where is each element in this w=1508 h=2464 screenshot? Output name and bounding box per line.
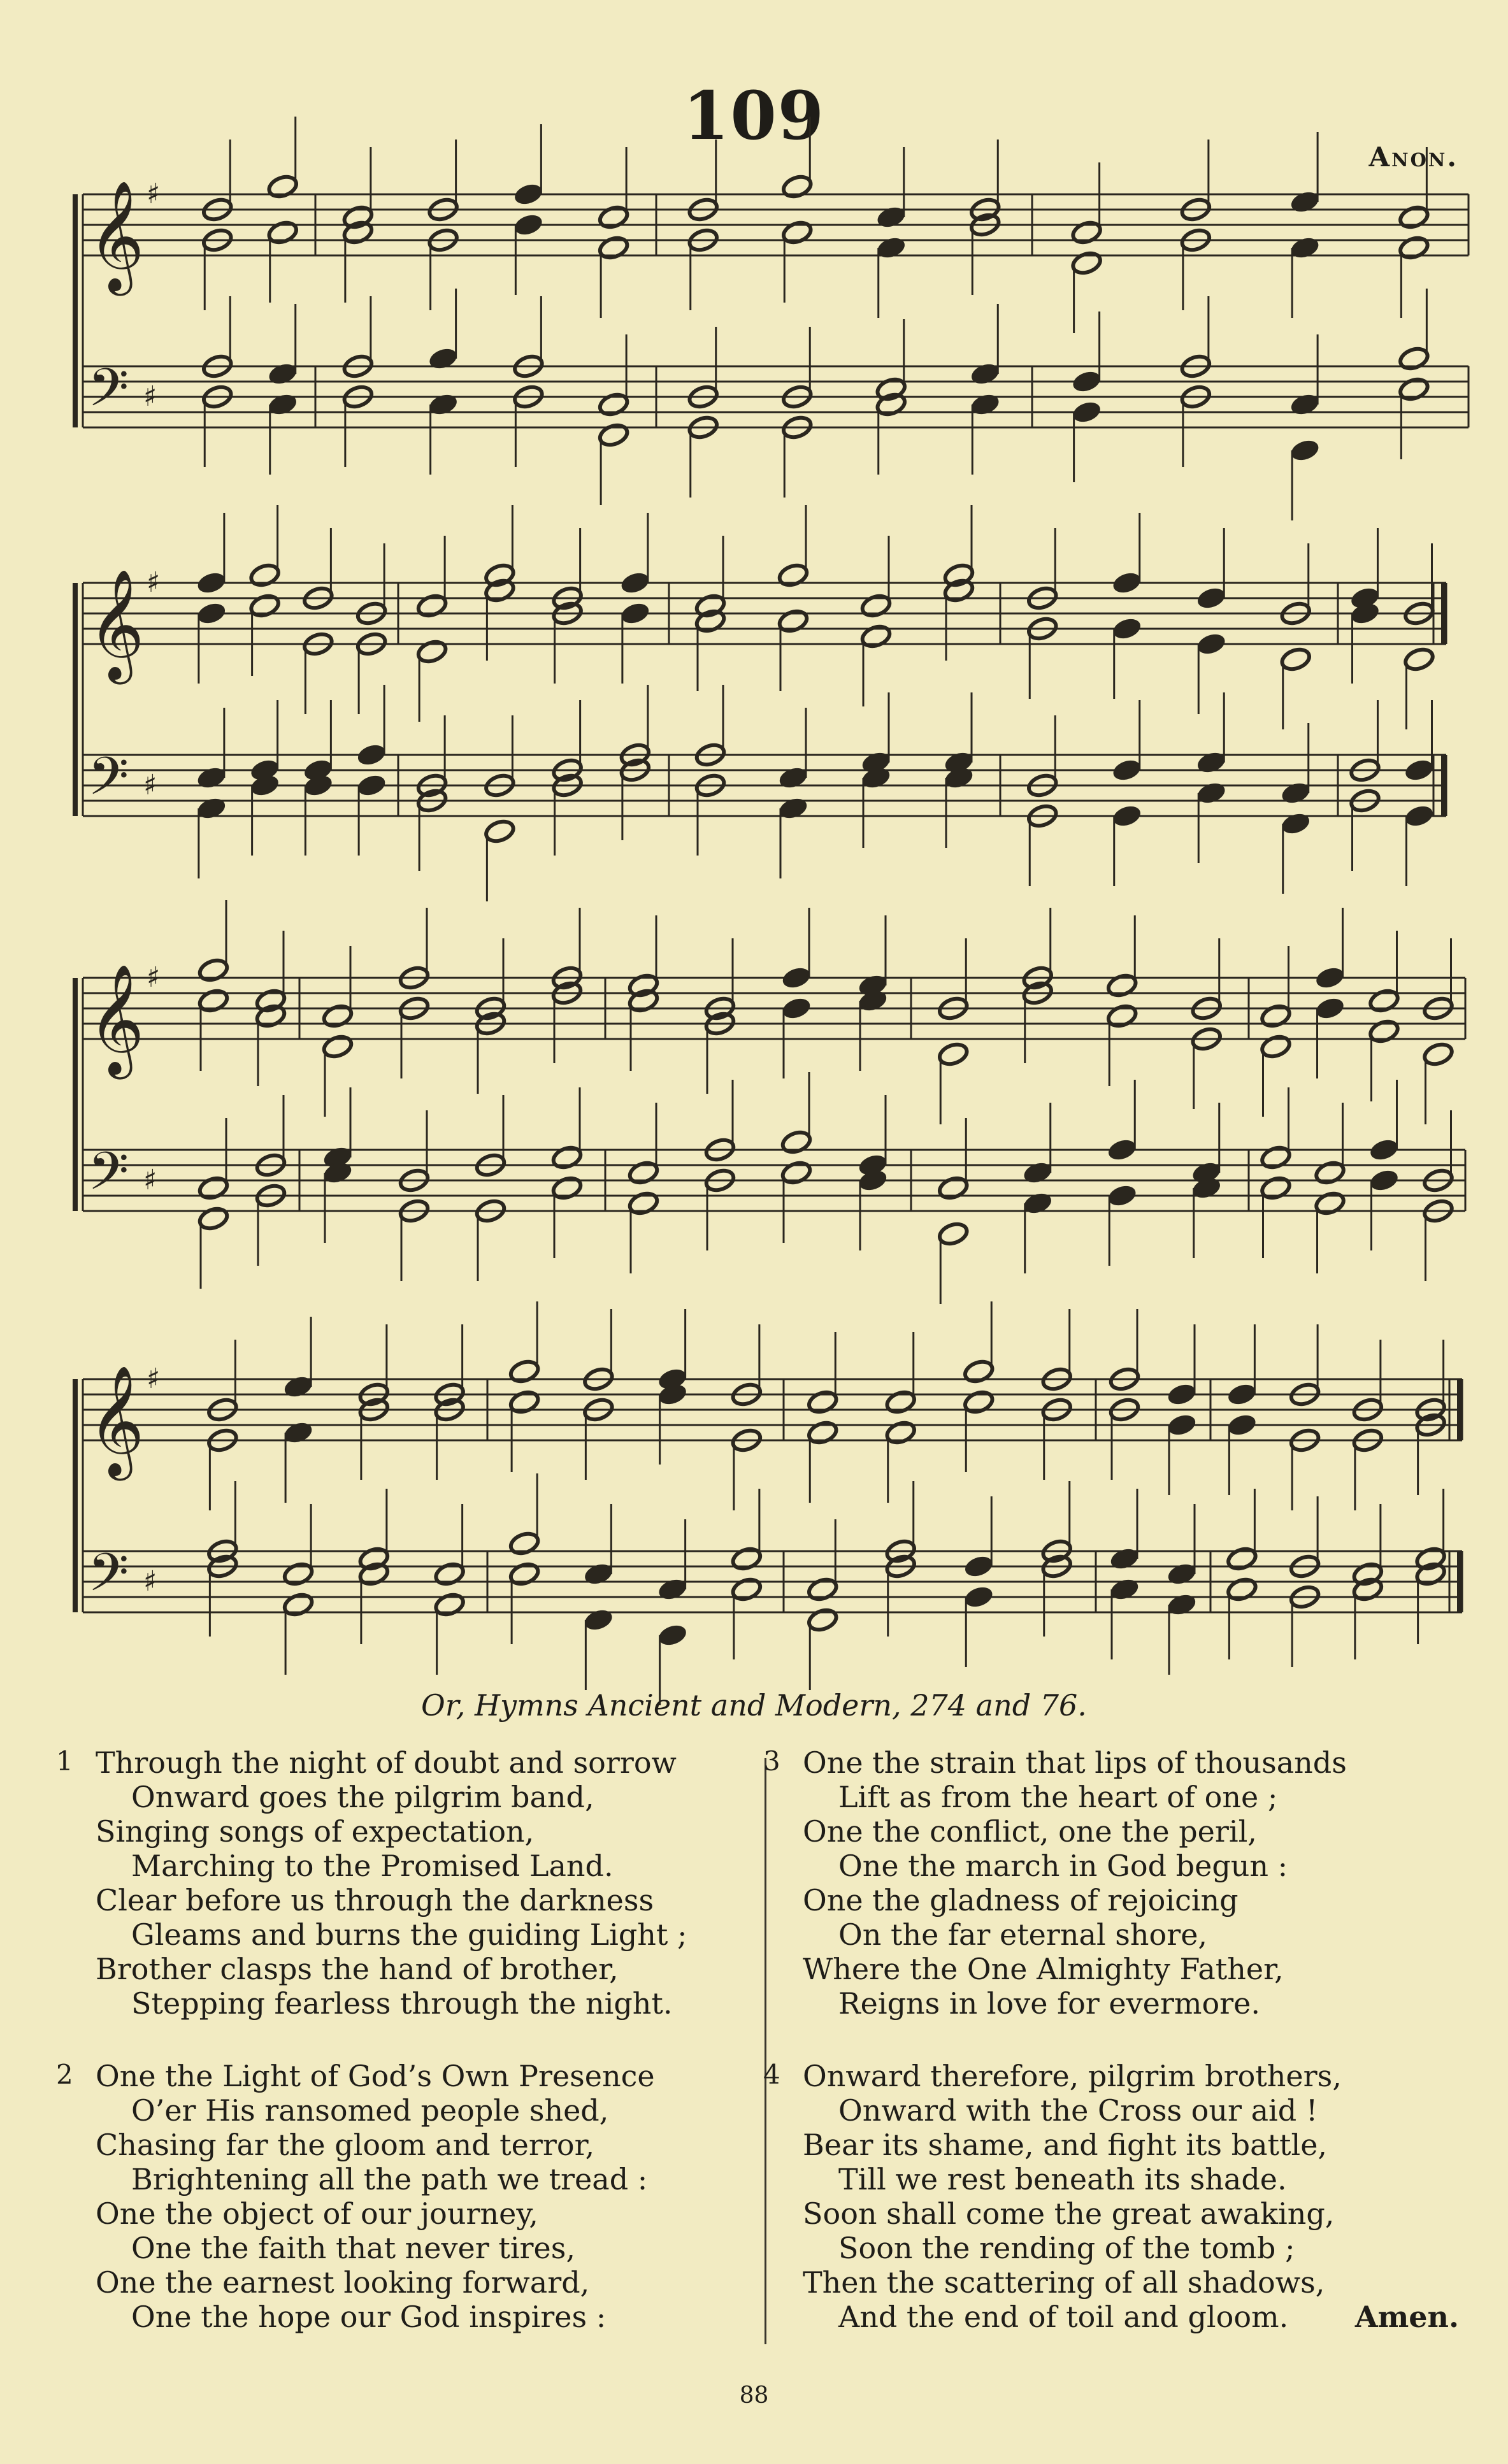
notehead-icon: [1195, 749, 1228, 775]
final-barline: [1457, 1379, 1462, 1440]
verse-line: One the Light of God’s Own Presence: [96, 2059, 655, 2093]
notehead-icon: [777, 764, 810, 791]
notehead-icon: [1314, 964, 1346, 991]
treble-clef-icon: 𝄞: [88, 1365, 145, 1476]
notehead-icon: [1398, 345, 1430, 371]
notehead-icon: [777, 608, 810, 634]
verse-line: O’er His ransomed people shed,: [131, 2093, 609, 2128]
notehead-icon: [1226, 1412, 1258, 1438]
notehead-icon: [1110, 803, 1143, 829]
notehead-icon: [1398, 376, 1430, 402]
notehead-icon: [266, 361, 299, 387]
notehead-icon: [1109, 1545, 1141, 1572]
notehead-icon: [322, 1003, 354, 1029]
notehead-icon: [1279, 810, 1312, 836]
notehead-icon: [781, 219, 814, 245]
notehead-icon: [416, 638, 449, 664]
bass-clef-icon: 𝄢: [88, 1542, 129, 1616]
notehead-icon: [1166, 1381, 1198, 1407]
notehead-icon: [1289, 437, 1321, 463]
notehead-icon: [1314, 995, 1346, 1021]
notehead-icon: [1398, 204, 1430, 230]
verse-line: One the object of our journey,: [96, 2196, 538, 2231]
notehead-icon: [1070, 219, 1103, 245]
final-barline: [1457, 1551, 1462, 1612]
verse-line: Lift as from the heart of one ;: [838, 1780, 1278, 1814]
verse-line: Singing songs of expectation,: [96, 1814, 535, 1849]
notehead-icon: [1070, 250, 1103, 276]
notehead-icon: [1226, 1576, 1258, 1602]
verse-number: 2: [56, 2059, 73, 2090]
notehead-icon: [282, 1591, 315, 1617]
notehead-icon: [551, 1144, 584, 1170]
notehead-icon: [730, 1545, 763, 1572]
notehead-icon: [512, 181, 545, 207]
notehead-icon: [884, 1419, 917, 1445]
notehead-icon: [807, 1607, 839, 1633]
bass-clef-icon: 𝄢: [88, 1140, 129, 1215]
verse-line: Gleams and burns the guiding Light ;: [131, 1917, 687, 1952]
treble-clef-icon: 𝄞: [88, 569, 145, 680]
notehead-icon: [1195, 780, 1228, 806]
verse-3: [763, 1745, 1440, 2021]
notehead-icon: [1021, 1190, 1054, 1216]
hymn-number: 109: [682, 76, 826, 155]
notehead-icon: [963, 1553, 995, 1579]
notehead-icon: [582, 1607, 615, 1633]
notehead-icon: [1070, 399, 1103, 425]
notehead-icon: [508, 1389, 541, 1415]
key-signature-sharp-icon: ♯: [143, 1565, 157, 1598]
notehead-icon: [619, 569, 651, 596]
verse-line: One the faith that never tires,: [131, 2231, 575, 2265]
notehead-icon: [628, 1159, 660, 1185]
verse-line: Soon shall come the great awaking,: [803, 2196, 1335, 2231]
verse-line: One the march in God begun :: [838, 1849, 1288, 1883]
notehead-icon: [433, 1561, 466, 1587]
verse-number: 4: [763, 2059, 780, 2090]
notehead-icon: [1106, 972, 1138, 998]
verse-line: Till we rest beneath its shade.: [838, 2162, 1287, 2196]
notehead-icon: [266, 173, 299, 199]
notehead-icon: [780, 964, 813, 991]
notehead-icon: [195, 795, 227, 821]
final-barline: [1441, 755, 1446, 816]
verses-column-left: [56, 1745, 733, 2372]
notehead-icon: [197, 987, 230, 1014]
notehead-icon: [1368, 987, 1400, 1014]
key-signature-sharp-icon: ♯: [143, 1164, 157, 1196]
notehead-icon: [582, 1561, 615, 1587]
notehead-icon: [1106, 1182, 1138, 1208]
verse-line: Where the One Almighty Father,: [803, 1952, 1284, 1986]
notehead-icon: [781, 173, 814, 199]
verse-line: One the strain that lips of thousands: [803, 1745, 1347, 1780]
notehead-icon: [875, 234, 907, 261]
verse-line: Onward goes the pilgrim band,: [131, 1780, 594, 1814]
key-signature-sharp-icon: ♯: [143, 769, 157, 801]
notehead-icon: [1070, 368, 1103, 394]
notehead-icon: [248, 592, 281, 619]
verse-1: [56, 1745, 733, 2021]
notehead-icon: [1166, 1591, 1198, 1617]
notehead-icon: [598, 391, 630, 417]
key-signature-sharp-icon: ♯: [147, 1363, 161, 1395]
verse-line: Clear before us through the darkness: [96, 1883, 654, 1917]
notehead-icon: [1260, 1003, 1292, 1029]
notehead-icon: [860, 592, 893, 619]
notehead-icon: [969, 361, 1002, 387]
alternative-tunes-note: Or, Hymns Ancient and Modern, 274 and 76.: [421, 1688, 1087, 1723]
notehead-icon: [780, 995, 813, 1021]
notehead-icon: [1403, 803, 1435, 829]
notehead-icon: [963, 1584, 995, 1610]
verse-line: One the earnest looking forward,: [96, 2265, 590, 2300]
amen: Amen.: [1354, 2300, 1459, 2334]
notehead-icon: [416, 592, 449, 619]
notehead-icon: [266, 219, 299, 245]
verse-number: 1: [56, 1745, 73, 1777]
notehead-icon: [1289, 189, 1321, 215]
notehead-icon: [963, 1389, 995, 1415]
verse-line: On the far eternal shore,: [838, 1917, 1208, 1952]
page-number: 88: [739, 2382, 769, 2409]
verse-2: [56, 2059, 733, 2334]
notehead-icon: [1368, 1167, 1400, 1193]
notehead-icon: [598, 422, 630, 448]
notehead-icon: [807, 1576, 839, 1602]
notehead-icon: [937, 1041, 970, 1067]
notehead-icon: [508, 1358, 541, 1384]
key-signature-sharp-icon: ♯: [147, 178, 161, 210]
notehead-icon: [628, 1190, 660, 1216]
verses-column-right: [763, 1745, 1459, 2372]
notehead-icon: [1106, 1136, 1138, 1163]
notehead-icon: [1368, 1136, 1400, 1163]
verse-line: Soon the rending of the tomb ;: [838, 2231, 1295, 2265]
verse-line: Then the scattering of all shadows,: [803, 2265, 1325, 2300]
bass-clef-icon: 𝄢: [88, 745, 129, 820]
verse-line: And the end of toil and gloom.: [838, 2300, 1289, 2334]
notehead-icon: [508, 1530, 541, 1556]
notehead-icon: [1110, 615, 1143, 641]
notehead-icon: [598, 204, 630, 230]
verse-line: Stepping fearless through the night.: [131, 1986, 673, 2021]
notehead-icon: [197, 1175, 230, 1201]
notehead-icon: [282, 1561, 315, 1587]
notehead-icon: [969, 391, 1002, 417]
notehead-icon: [195, 569, 227, 596]
notehead-icon: [1109, 1576, 1141, 1602]
notehead-icon: [195, 600, 227, 626]
verse-line: Brother clasps the hand of brother,: [96, 1952, 619, 1986]
notehead-icon: [1226, 1381, 1258, 1407]
notehead-icon: [777, 562, 810, 588]
notehead-icon: [266, 391, 299, 417]
notehead-icon: [508, 1561, 541, 1587]
notehead-icon: [355, 772, 388, 798]
notehead-icon: [1398, 234, 1430, 261]
verse-line: Marching to the Promised Land.: [131, 1849, 614, 1883]
key-signature-sharp-icon: ♯: [143, 380, 157, 413]
verse-number: 3: [763, 1745, 780, 1777]
notehead-icon: [884, 1389, 917, 1415]
notehead-icon: [1166, 1412, 1198, 1438]
notehead-icon: [195, 764, 227, 791]
notehead-icon: [1403, 757, 1435, 783]
verse-line: One the hope our God inspires :: [131, 2300, 607, 2334]
verse-4: [763, 2059, 1459, 2334]
notehead-icon: [1403, 646, 1435, 672]
notehead-icon: [1195, 585, 1228, 611]
key-signature-sharp-icon: ♯: [147, 566, 161, 599]
notehead-icon: [1110, 757, 1143, 783]
notehead-icon: [1260, 1175, 1292, 1201]
notehead-icon: [322, 1033, 354, 1059]
treble-clef-icon: 𝄞: [88, 964, 145, 1075]
key-signature-sharp-icon: ♯: [147, 961, 161, 994]
notehead-icon: [1314, 1190, 1346, 1216]
notehead-icon: [512, 211, 545, 238]
notehead-icon: [197, 957, 230, 983]
notehead-icon: [1314, 1159, 1346, 1185]
notehead-icon: [780, 1129, 813, 1155]
verse-line: Onward with the Cross our aid !: [838, 2093, 1318, 2128]
notehead-icon: [1289, 391, 1321, 417]
verses-section: [56, 1745, 1459, 2344]
notehead-icon: [1279, 646, 1312, 672]
notehead-icon: [551, 1175, 584, 1201]
verse-line: One the gladness of rejoicing: [803, 1883, 1239, 1917]
notehead-icon: [807, 1419, 839, 1445]
notehead-icon: [777, 795, 810, 821]
notehead-icon: [282, 1419, 315, 1445]
column-divider: [765, 1758, 766, 2344]
notehead-icon: [427, 391, 459, 417]
notehead-icon: [197, 1205, 230, 1231]
notehead-icon: [1279, 780, 1312, 806]
verse-line: One the conflict, one the peril,: [803, 1814, 1257, 1849]
notehead-icon: [860, 623, 893, 649]
notehead-icon: [656, 1622, 689, 1648]
notehead-icon: [1195, 631, 1228, 657]
notehead-icon: [807, 1389, 839, 1415]
verse-line: Bear its shame, and fight its battle,: [803, 2128, 1328, 2162]
notehead-icon: [1166, 1561, 1198, 1587]
notehead-icon: [355, 741, 388, 768]
notehead-icon: [1368, 1018, 1400, 1044]
notehead-icon: [1260, 1033, 1292, 1059]
verse-line: Onward therefore, pilgrim brothers,: [803, 2059, 1342, 2093]
notehead-icon: [282, 1373, 315, 1400]
verse-line: Through the night of doubt and sorrow: [96, 1745, 677, 1780]
notehead-icon: [937, 1221, 970, 1247]
notehead-icon: [427, 345, 459, 371]
notehead-icon: [433, 1591, 466, 1617]
notehead-icon: [1226, 1545, 1258, 1572]
notehead-icon: [598, 234, 630, 261]
notehead-icon: [1289, 234, 1321, 261]
notehead-icon: [1422, 1041, 1454, 1067]
bass-clef-icon: 𝄢: [88, 357, 129, 431]
notehead-icon: [656, 1576, 689, 1602]
notehead-icon: [937, 1175, 970, 1201]
notehead-icon: [1110, 569, 1143, 596]
notehead-icon: [875, 204, 907, 230]
treble-clef-icon: 𝄞: [88, 180, 145, 291]
verse-line: Brightening all the path we tread :: [131, 2162, 648, 2196]
notehead-icon: [1260, 1144, 1292, 1170]
composer-attribution: Anon.: [1368, 141, 1458, 173]
notehead-icon: [780, 1159, 813, 1185]
notehead-icon: [963, 1358, 995, 1384]
notehead-icon: [1106, 1003, 1138, 1029]
verse-line: Reigns in love for evermore.: [838, 1986, 1260, 2021]
notehead-icon: [484, 818, 516, 844]
notehead-icon: [1021, 1159, 1054, 1185]
notehead-icon: [248, 562, 281, 588]
notehead-icon: [619, 600, 651, 626]
notehead-icon: [730, 1576, 763, 1602]
verse-line: Chasing far the gloom and terror,: [96, 2128, 595, 2162]
final-barline: [1441, 583, 1446, 644]
